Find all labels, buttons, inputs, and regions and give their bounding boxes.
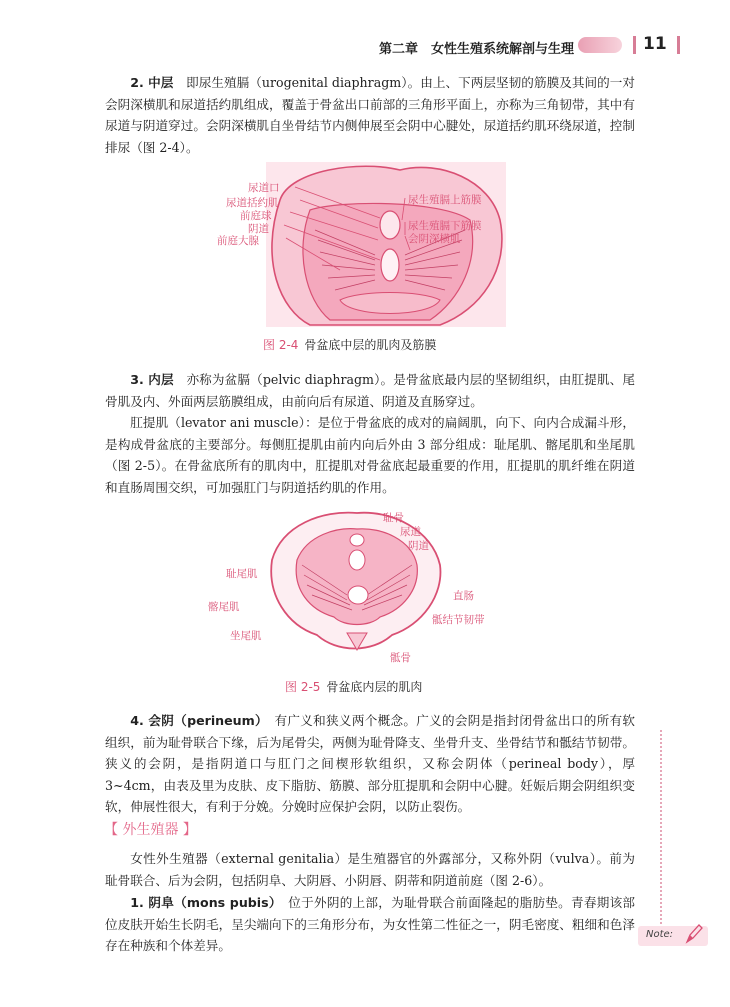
note-label: Note:: [646, 929, 674, 940]
middle-layer-paragraph: [105, 72, 635, 158]
label-pubococcygeus: 耻尾肌: [226, 568, 258, 580]
label-sacrotuberous-ligament: 骶结节韧带: [432, 614, 485, 626]
header-decoration: [578, 37, 622, 53]
label-inferior-fascia-urogenital-diaphragm: 尿生殖膈下筋膜: [408, 220, 482, 232]
label-pubis: 耻骨: [383, 512, 404, 524]
label-vagina: 阴道: [248, 223, 269, 235]
label-vestibular-bulb: 前庭球: [240, 210, 272, 222]
label-iliococcygeus: 髂尾肌: [208, 601, 240, 613]
note-margin: [660, 730, 702, 940]
label-urethral-orifice: 尿道口: [248, 182, 280, 194]
figure-2-5-number: 图 2-5: [285, 680, 321, 694]
label-vagina-2: 阴道: [408, 540, 429, 552]
page-number: 11: [643, 34, 667, 54]
figure-2-4-number: 图 2-4: [263, 338, 299, 352]
section-title-external-genitalia: 【 外生殖器 】: [104, 822, 197, 838]
label-sacrum: 骶骨: [390, 652, 411, 664]
middle-layer-heading: 2. 中层: [130, 75, 174, 90]
label-rectum: 直肠: [453, 590, 474, 602]
page-header: [0, 0, 730, 70]
inner-layer-heading: 3. 内层: [130, 372, 174, 387]
mons-pubis-text: 位于外阴的上部，为耻骨联合前面隆起的脂肪垫。青春期该部位皮肤开始生长阴毛，呈尖端向下的三角形分布，为女性第二性征之一，阴毛密度、粗细和色泽存在种族和个体差异。: [105, 895, 636, 953]
inner-layer-paragraph: [105, 369, 635, 412]
label-greater-vestibular-gland: 前庭大腺: [217, 235, 259, 247]
figure-2-4-title: 骨盆底中层的肌肉及筋膜: [304, 338, 437, 352]
inner-layer-text: 亦称为盆膈（pelvic diaphragm）。是骨盆底最内层的坚韧组织，由肛提肌、尾骨肌及内、外面两层筋膜组成，由前向后有尿道、阴道及直肠穿过。: [105, 372, 635, 409]
chapter-title: 第二章 女性生殖系统解剖与生理: [378, 42, 574, 57]
external-genitalia-paragraph: 女性外生殖器（external genitalia）是生殖器官的外露部分，又称外阴（vulva）。前为耻骨联合、后为会阴，包括阴阜、大阴唇、小阴唇、阴蒂和阴道前庭（图 2-6）。: [105, 851, 635, 888]
figure-2-5-caption: [285, 678, 422, 695]
mons-pubis-paragraph: [105, 892, 635, 957]
label-deep-transverse-perineal-muscle: 会阴深横肌: [408, 233, 461, 245]
pen-icon: [684, 922, 704, 946]
middle-layer-text: 即尿生殖膈（urogenital diaphragm）。由上、下两层坚韧的筋膜及其间的一对会阴深横肌和尿道括约肌组成，覆盖于骨盆出口前部的三角形平面上，亦称为三角韧带，其中有尿道与阴道穿过。会阴深横肌自坐骨结节内侧伸展至会阴中心腱处，尿道括约肌环绕尿道，控制排尿（图 2-4）。: [105, 75, 635, 155]
mons-pubis-heading: 1. 阴阜（mons pubis）: [130, 895, 276, 910]
figure-2-5-title: 骨盆底内层的肌肉: [326, 680, 423, 694]
label-urethral-sphincter: 尿道括约肌: [226, 197, 279, 209]
perineum-heading: 4. 会阴（perineum）: [130, 713, 262, 728]
perineum-text: 有广义和狭义两个概念。广义的会阴是指封闭骨盆出口的所有软组织，前为耻骨联合下缘，后为尾骨尖，两侧为耻骨降支、坐骨升支、坐骨结节和骶结节韧带。狭义的会阴，是指阴道口与肛门之间楔形软组织，又称会阴体（perineal body），厚 3~4cm，由表及里为皮肤、皮下脂肪、筋膜、部分肛提肌和会阴中心腱。妊娠后期会阴组织变软，伸展性很大，有利于分娩。分娩时应保护会阴，以防止裂伤。: [105, 713, 636, 814]
perineum-paragraph: [105, 710, 635, 818]
label-superior-fascia-urogenital-diaphragm: 尿生殖膈上筋膜: [408, 194, 482, 206]
levator-ani-paragraph: 肛提肌（levator ani muscle）：是位于骨盆底的成对的扁阔肌，向下、向内合成漏斗形，是构成骨盆底的主要部分。每侧肛提肌由前内向后外由 3 部分组成：耻尾肌、髂尾肌和坐尾肌（图 2-5）。在骨盆底所有的肌肉中，肛提肌对骨盆底起最重要的作用，肛提肌的肌纤维在阴道和直肠周围交织，可加强肛门与阴道括约肌的作用。: [105, 415, 635, 495]
label-urethra: 尿道: [400, 526, 421, 538]
figure-2-4-caption: [263, 336, 436, 353]
header-divider: [633, 36, 636, 54]
header-divider-right: [677, 36, 680, 54]
label-ischiococcygeus: 坐尾肌: [230, 630, 262, 642]
